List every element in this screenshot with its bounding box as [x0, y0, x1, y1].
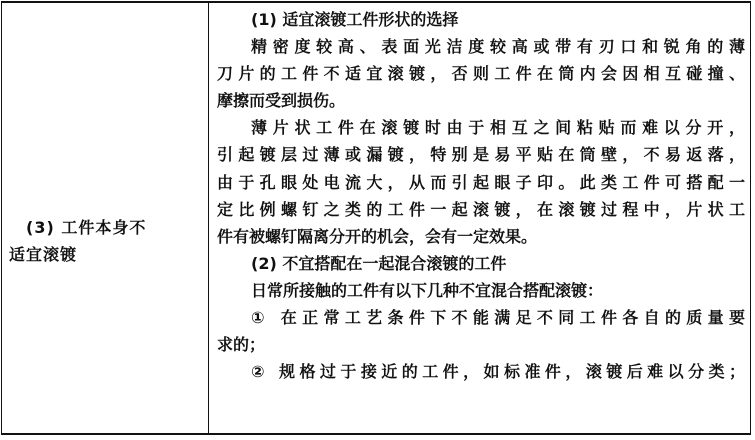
paragraph-line: 定比例螺钉之类的工件一起滚镀，在滚镀过程中，片状工: [217, 199, 745, 219]
paragraph-line: 件有被螺钉隔离分开的机会，会有一定效果。: [217, 226, 538, 246]
column-divider: [208, 1, 209, 435]
paragraph-line: 由于孔眼处电流大，从而引起眼子印。此类工件可搭配一: [217, 172, 745, 192]
paragraph-line: 薄片状工件在滚镀时由于相互之间粘贴而难以分开，: [251, 118, 745, 138]
paragraph-line: 刀片的工件不适宜滚镀，否则工件在筒内会因相互碰撞、: [217, 64, 745, 84]
paragraph-line: ② 规格过于接近的工件，如标准件，滚镀后难以分类；: [251, 362, 745, 382]
heading-2: (2) 不宜搭配在一起混合滚镀的工件: [251, 253, 507, 273]
paragraph-line: ① 在正常工艺条件下不能满足不同工件各自的质量要: [251, 308, 745, 328]
paragraph-line: 摩擦而受到损伤。: [217, 91, 346, 111]
left-cell-line-2: 适宜滚镀: [9, 245, 78, 264]
paragraph-line: 精密度较高、表面光洁度较高或带有刃口和锐角的薄: [251, 37, 745, 57]
paragraph-line: 求的；: [217, 335, 266, 355]
right-cell: [217, 6, 745, 385]
left-cell: [9, 214, 203, 268]
paragraph-line: 日常所接触的工件有以下几种不宜混合搭配滚镀：: [251, 280, 604, 300]
heading-1: (1) 适宜滚镀工件形状的选择: [251, 10, 459, 29]
left-cell-line-1: (3) 工件本身不: [26, 218, 147, 237]
paragraph-line: 引起镀层过薄或漏镀，特别是易平贴在筒壁，不易返落，: [217, 145, 745, 165]
